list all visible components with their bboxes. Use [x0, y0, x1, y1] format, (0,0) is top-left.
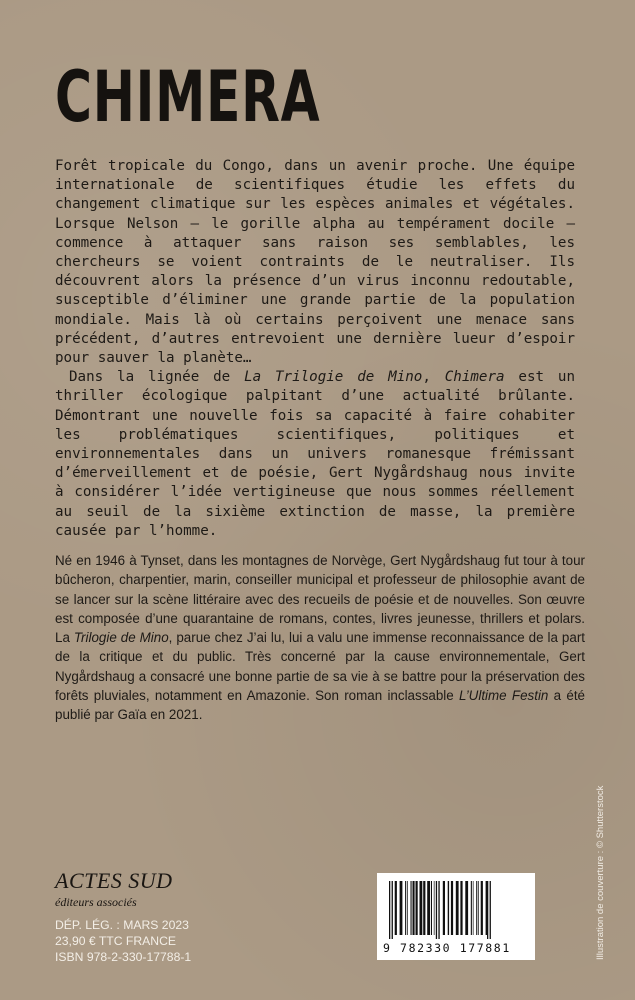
author-bio — [55, 551, 585, 725]
legal-info — [55, 917, 191, 965]
barcode-guard-bar — [490, 881, 491, 939]
barcode — [377, 873, 535, 960]
blurb-text: Dans la lignée de — [69, 369, 245, 386]
barcode-bar — [471, 881, 472, 935]
barcode-bar — [476, 881, 477, 935]
barcode-bar — [405, 881, 406, 935]
barcode-bar — [473, 881, 474, 935]
isbn: ISBN 978-2-330-17788-1 — [55, 950, 192, 964]
blurb-italic-chimera: Chimera — [444, 369, 505, 386]
barcode-bar — [427, 881, 430, 935]
publisher-subtitle: éditeurs associés — [55, 895, 137, 909]
legal-deposit: DÉP. LÉG. : MARS 2023 — [55, 918, 189, 932]
barcode-bar — [443, 881, 445, 935]
bio-italic-festin: L’Ultime Festin — [459, 688, 549, 704]
bio-italic-trilogy: Trilogie de Mino — [73, 630, 169, 646]
price: 23,90 € TTC FRANCE — [55, 934, 177, 948]
back-cover-blurb — [55, 157, 575, 541]
barcode-bar — [478, 881, 479, 935]
barcode-guard-bar — [438, 881, 439, 939]
barcode-bar — [460, 881, 462, 935]
book-title: CHIMERA — [55, 56, 321, 138]
barcode-guard-bar — [389, 881, 390, 939]
bio-paragraph — [55, 551, 585, 725]
barcode-bar — [411, 881, 412, 935]
barcode-digits: 9 782330 177881 — [383, 941, 511, 955]
barcode-bar — [407, 881, 408, 935]
barcode-bar — [465, 881, 468, 935]
barcode-bar — [448, 881, 449, 935]
barcode-bar — [431, 881, 432, 935]
barcode-bar — [456, 881, 459, 935]
barcode-bar — [416, 881, 418, 935]
barcode-guard-bar — [392, 881, 393, 939]
blurb-paragraph-1: Forêt tropicale du Congo, dans un avenir proche. Une équipe internationale de scientifiques étudie les effets du changement climatique sur les espèces animales et végétales. Lorsque Nelson — le gorille alpha au tempérament docile — commence à attaquer sans raison ses semblables, les chercheurs se voient contraints de le neutraliser. Ils découvrent alors la présence d’un virus inconnu redoutable, susceptible d’éliminer une grande partie de la population mondiale. Mais là où certains perçoivent une menace sans précédent, d’autres entrevoient une dernière lueur d’espoir pour sauver la planète… — [55, 158, 575, 367]
cover-credit: Illustration de couverture : © Shutterstock — [595, 785, 606, 960]
barcode-bar — [423, 881, 425, 935]
barcode-bar — [413, 881, 415, 935]
barcode-bar — [481, 881, 483, 935]
barcode-guard-bar — [436, 881, 437, 939]
barcode-bar — [420, 881, 423, 935]
barcode-bar — [400, 881, 403, 935]
blurb-text: , — [422, 369, 445, 386]
barcode-bar — [451, 881, 453, 935]
barcode-bar — [395, 881, 397, 935]
barcode-guard-bar — [487, 881, 488, 939]
blurb-paragraph-2 — [55, 368, 575, 541]
bio-text: a été publié par Gaïa en 2021. — [55, 688, 585, 723]
barcode-bar — [486, 881, 487, 935]
bio-text: Né en 1946 à Tynset, dans les montagnes de Norvège, Gert Nygårdshaug fut tour à tour bûcheron, charpentier, marin, conseiller municipal et professeur de philosophie avant de se lancer sur la scène littéraire avec des recueils de poésie et de nouvelles. Son œuvre est composée d’une quarantaine de romans, contes, livres jeunesse, thrillers et polars. La — [55, 553, 585, 646]
bio-text: , parue chez J’ai lu, lui a valu une immense reconnaissance de la part de la critique et du public. Très concerné par la cause environnementale, Gert Nygårdshaug a consacré une bonne partie de sa vie à se battre pour la préservation des forêts pluviales, notamment en Amazonie. Son roman inclassable — [55, 630, 586, 704]
publisher-logo: ACTES SUD — [55, 868, 173, 893]
blurb-text: est un thriller écologique palpitant d’une actualité brûlante. Démontrant une nouvelle fois sa capacité à faire cohabiter les problématiques scientifiques, politiques et environnementales dans un univers romanesque frémissant d’émerveillement et de poésie, Gert Nygårdshaug nous invite à considérer l’idée vertigineuse que nous sommes réellement au seuil de la sixième extinction de masse, la première causée par l’homme. — [55, 369, 576, 539]
blurb-italic-trilogy: La Trilogie de Mino — [244, 369, 423, 386]
barcode-bars — [385, 881, 527, 939]
barcode-bar — [434, 881, 435, 935]
